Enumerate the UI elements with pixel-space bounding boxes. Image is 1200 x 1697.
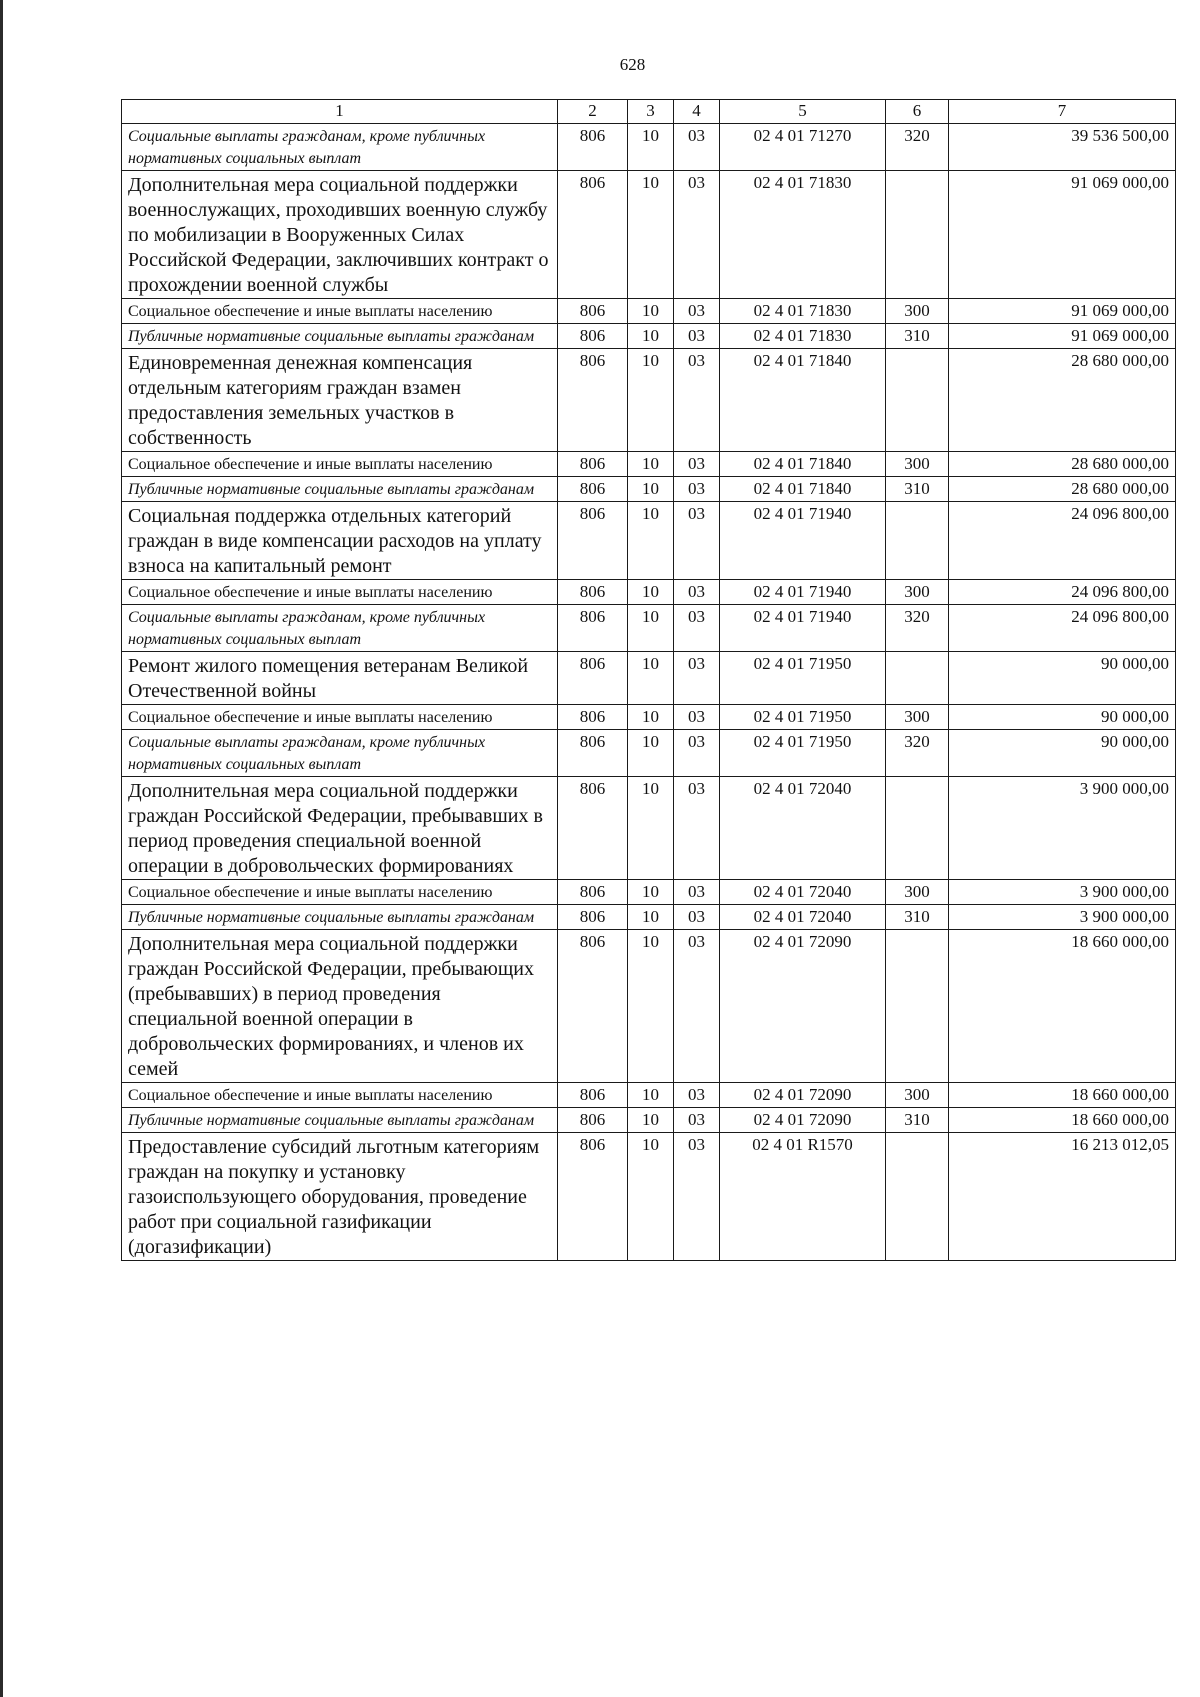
cell-col-5: 02 4 01 72090 — [720, 930, 886, 1083]
cell-col-4: 03 — [674, 605, 720, 652]
cell-col-3: 10 — [628, 171, 674, 299]
budget-table — [121, 99, 1176, 1261]
cell-name: Предоставление субсидий льготным категориям граждан на покупку и установку газоиспользующего оборудования, проведение работ при социальной газификации (догазификации) — [122, 1133, 558, 1261]
table-row — [122, 730, 1176, 777]
cell-name: Социальное обеспечение и иные выплаты населению — [122, 1083, 558, 1108]
cell-col-4: 03 — [674, 1108, 720, 1133]
header-col-4: 4 — [674, 100, 720, 124]
cell-col-4: 03 — [674, 324, 720, 349]
cell-name: Социальные выплаты гражданам, кроме публичных нормативных социальных выплат — [122, 605, 558, 652]
cell-col-6: 300 — [886, 299, 949, 324]
cell-col-6: 310 — [886, 905, 949, 930]
table-row — [122, 605, 1176, 652]
cell-col-4: 03 — [674, 730, 720, 777]
cell-col-7: 24 096 800,00 — [949, 502, 1176, 580]
cell-col-2: 806 — [558, 730, 628, 777]
cell-name: Социальное обеспечение и иные выплаты населению — [122, 452, 558, 477]
cell-col-6: 310 — [886, 477, 949, 502]
cell-col-4: 03 — [674, 1083, 720, 1108]
cell-col-2: 806 — [558, 652, 628, 705]
cell-col-6: 310 — [886, 324, 949, 349]
cell-col-5: 02 4 01 72040 — [720, 905, 886, 930]
cell-col-6: 320 — [886, 124, 949, 171]
cell-col-5: 02 4 01 71940 — [720, 580, 886, 605]
cell-col-4: 03 — [674, 171, 720, 299]
cell-col-4: 03 — [674, 930, 720, 1083]
cell-col-3: 10 — [628, 1083, 674, 1108]
cell-col-7: 91 069 000,00 — [949, 299, 1176, 324]
cell-col-3: 10 — [628, 705, 674, 730]
table-row — [122, 299, 1176, 324]
cell-col-3: 10 — [628, 477, 674, 502]
cell-col-3: 10 — [628, 502, 674, 580]
cell-col-5: 02 4 01 71830 — [720, 171, 886, 299]
cell-col-4: 03 — [674, 580, 720, 605]
header-col-1: 1 — [122, 100, 558, 124]
cell-col-6 — [886, 777, 949, 880]
scan-page-edge — [0, 0, 3, 1697]
cell-col-7: 3 900 000,00 — [949, 880, 1176, 905]
table-row — [122, 652, 1176, 705]
cell-col-4: 03 — [674, 652, 720, 705]
cell-col-3: 10 — [628, 580, 674, 605]
table-row — [122, 171, 1176, 299]
cell-col-3: 10 — [628, 930, 674, 1083]
cell-name: Дополнительная мера социальной поддержки граждан Российской Федерации, пребывавших в период проведения специальной военной операции в добровольческих формированиях — [122, 777, 558, 880]
cell-name: Социальное обеспечение и иные выплаты населению — [122, 299, 558, 324]
cell-col-7: 16 213 012,05 — [949, 1133, 1176, 1261]
header-col-2: 2 — [558, 100, 628, 124]
table-row — [122, 705, 1176, 730]
cell-name: Публичные нормативные социальные выплаты гражданам — [122, 905, 558, 930]
table-body — [122, 124, 1176, 1261]
cell-col-2: 806 — [558, 1108, 628, 1133]
cell-col-4: 03 — [674, 705, 720, 730]
cell-col-2: 806 — [558, 1133, 628, 1261]
cell-col-2: 806 — [558, 605, 628, 652]
cell-col-6 — [886, 930, 949, 1083]
cell-col-3: 10 — [628, 1108, 674, 1133]
cell-col-3: 10 — [628, 652, 674, 705]
cell-col-5: 02 4 01 71940 — [720, 605, 886, 652]
cell-name: Социальные выплаты гражданам, кроме публичных нормативных социальных выплат — [122, 124, 558, 171]
cell-col-5: 02 4 01 71950 — [720, 652, 886, 705]
cell-col-2: 806 — [558, 880, 628, 905]
cell-col-5: 02 4 01 71270 — [720, 124, 886, 171]
cell-col-3: 10 — [628, 452, 674, 477]
cell-name: Ремонт жилого помещения ветеранам Великой Отечественной войны — [122, 652, 558, 705]
header-col-6: 6 — [886, 100, 949, 124]
table-row — [122, 930, 1176, 1083]
table-row — [122, 452, 1176, 477]
cell-col-6 — [886, 349, 949, 452]
cell-col-5: 02 4 01 71950 — [720, 705, 886, 730]
cell-col-7: 18 660 000,00 — [949, 1108, 1176, 1133]
cell-col-3: 10 — [628, 777, 674, 880]
cell-col-3: 10 — [628, 124, 674, 171]
cell-col-3: 10 — [628, 880, 674, 905]
cell-col-2: 806 — [558, 349, 628, 452]
cell-col-6: 320 — [886, 605, 949, 652]
cell-col-5: 02 4 01 72040 — [720, 777, 886, 880]
cell-col-6: 300 — [886, 880, 949, 905]
cell-col-2: 806 — [558, 580, 628, 605]
cell-col-6 — [886, 652, 949, 705]
cell-col-7: 28 680 000,00 — [949, 452, 1176, 477]
table-row — [122, 1133, 1176, 1261]
cell-col-7: 28 680 000,00 — [949, 349, 1176, 452]
cell-col-2: 806 — [558, 171, 628, 299]
cell-col-6: 300 — [886, 580, 949, 605]
cell-col-2: 806 — [558, 324, 628, 349]
cell-col-7: 91 069 000,00 — [949, 324, 1176, 349]
cell-col-6 — [886, 171, 949, 299]
cell-col-4: 03 — [674, 349, 720, 452]
cell-col-2: 806 — [558, 299, 628, 324]
cell-col-4: 03 — [674, 299, 720, 324]
header-col-7: 7 — [949, 100, 1176, 124]
cell-col-7: 90 000,00 — [949, 705, 1176, 730]
cell-col-3: 10 — [628, 730, 674, 777]
cell-col-7: 18 660 000,00 — [949, 1083, 1176, 1108]
table-row — [122, 880, 1176, 905]
cell-col-7: 18 660 000,00 — [949, 930, 1176, 1083]
page-number: 628 — [619, 55, 646, 74]
cell-col-4: 03 — [674, 502, 720, 580]
cell-col-3: 10 — [628, 605, 674, 652]
cell-col-4: 03 — [674, 905, 720, 930]
cell-col-3: 10 — [628, 349, 674, 452]
cell-col-3: 10 — [628, 324, 674, 349]
table-row — [122, 349, 1176, 452]
cell-col-5: 02 4 01 71840 — [720, 349, 886, 452]
cell-col-6: 320 — [886, 730, 949, 777]
cell-col-7: 90 000,00 — [949, 730, 1176, 777]
cell-col-7: 39 536 500,00 — [949, 124, 1176, 171]
table-row — [122, 324, 1176, 349]
cell-col-5: 02 4 01 R1570 — [720, 1133, 886, 1261]
cell-col-6: 300 — [886, 1083, 949, 1108]
cell-col-3: 10 — [628, 905, 674, 930]
cell-col-4: 03 — [674, 1133, 720, 1261]
header-col-5: 5 — [720, 100, 886, 124]
cell-col-7: 91 069 000,00 — [949, 171, 1176, 299]
cell-col-7: 24 096 800,00 — [949, 605, 1176, 652]
cell-col-5: 02 4 01 71830 — [720, 324, 886, 349]
cell-name: Социальная поддержка отдельных категорий граждан в виде компенсации расходов на уплату взноса на капитальный ремонт — [122, 502, 558, 580]
table-row — [122, 905, 1176, 930]
cell-name: Социальные выплаты гражданам, кроме публичных нормативных социальных выплат — [122, 730, 558, 777]
cell-col-2: 806 — [558, 777, 628, 880]
cell-col-2: 806 — [558, 905, 628, 930]
cell-col-5: 02 4 01 72090 — [720, 1083, 886, 1108]
cell-col-7: 3 900 000,00 — [949, 777, 1176, 880]
cell-col-5: 02 4 01 72040 — [720, 880, 886, 905]
cell-col-5: 02 4 01 71840 — [720, 452, 886, 477]
cell-col-2: 806 — [558, 502, 628, 580]
cell-col-7: 3 900 000,00 — [949, 905, 1176, 930]
cell-col-5: 02 4 01 71940 — [720, 502, 886, 580]
cell-col-4: 03 — [674, 880, 720, 905]
cell-name: Дополнительная мера социальной поддержки граждан Российской Федерации, пребывающих (пребывавших) в период проведения специальной военной операции в добровольческих формированиях, и членов их семей — [122, 930, 558, 1083]
table-row — [122, 580, 1176, 605]
table-row — [122, 1083, 1176, 1108]
cell-col-4: 03 — [674, 124, 720, 171]
cell-col-4: 03 — [674, 777, 720, 880]
cell-col-4: 03 — [674, 477, 720, 502]
cell-col-7: 90 000,00 — [949, 652, 1176, 705]
cell-col-6: 300 — [886, 452, 949, 477]
cell-col-6 — [886, 502, 949, 580]
cell-col-2: 806 — [558, 124, 628, 171]
cell-name: Социальное обеспечение и иные выплаты населению — [122, 880, 558, 905]
cell-col-2: 806 — [558, 452, 628, 477]
cell-name: Социальное обеспечение и иные выплаты населению — [122, 580, 558, 605]
cell-col-6: 300 — [886, 705, 949, 730]
table-row — [122, 502, 1176, 580]
cell-col-6 — [886, 1133, 949, 1261]
cell-name: Публичные нормативные социальные выплаты гражданам — [122, 477, 558, 502]
cell-col-4: 03 — [674, 452, 720, 477]
cell-col-5: 02 4 01 71830 — [720, 299, 886, 324]
cell-col-7: 24 096 800,00 — [949, 580, 1176, 605]
cell-name: Социальное обеспечение и иные выплаты населению — [122, 705, 558, 730]
cell-name: Дополнительная мера социальной поддержки военнослужащих, проходивших военную службу по мобилизации в Вооруженных Силах Российской Федерации, заключивших контракт о прохождении военной службы — [122, 171, 558, 299]
cell-name: Публичные нормативные социальные выплаты гражданам — [122, 1108, 558, 1133]
cell-name: Публичные нормативные социальные выплаты гражданам — [122, 324, 558, 349]
cell-col-7: 28 680 000,00 — [949, 477, 1176, 502]
cell-col-3: 10 — [628, 299, 674, 324]
cell-col-2: 806 — [558, 1083, 628, 1108]
cell-col-5: 02 4 01 71840 — [720, 477, 886, 502]
header-col-3: 3 — [628, 100, 674, 124]
header-row — [122, 100, 1176, 124]
table-row — [122, 1108, 1176, 1133]
cell-col-2: 806 — [558, 477, 628, 502]
cell-col-2: 806 — [558, 930, 628, 1083]
cell-col-2: 806 — [558, 705, 628, 730]
table-row — [122, 477, 1176, 502]
cell-col-6: 310 — [886, 1108, 949, 1133]
cell-col-5: 02 4 01 71950 — [720, 730, 886, 777]
table-row — [122, 124, 1176, 171]
table-row — [122, 777, 1176, 880]
cell-name: Единовременная денежная компенсация отдельным категориям граждан взамен предоставления земельных участков в собственность — [122, 349, 558, 452]
cell-col-5: 02 4 01 72090 — [720, 1108, 886, 1133]
cell-col-3: 10 — [628, 1133, 674, 1261]
